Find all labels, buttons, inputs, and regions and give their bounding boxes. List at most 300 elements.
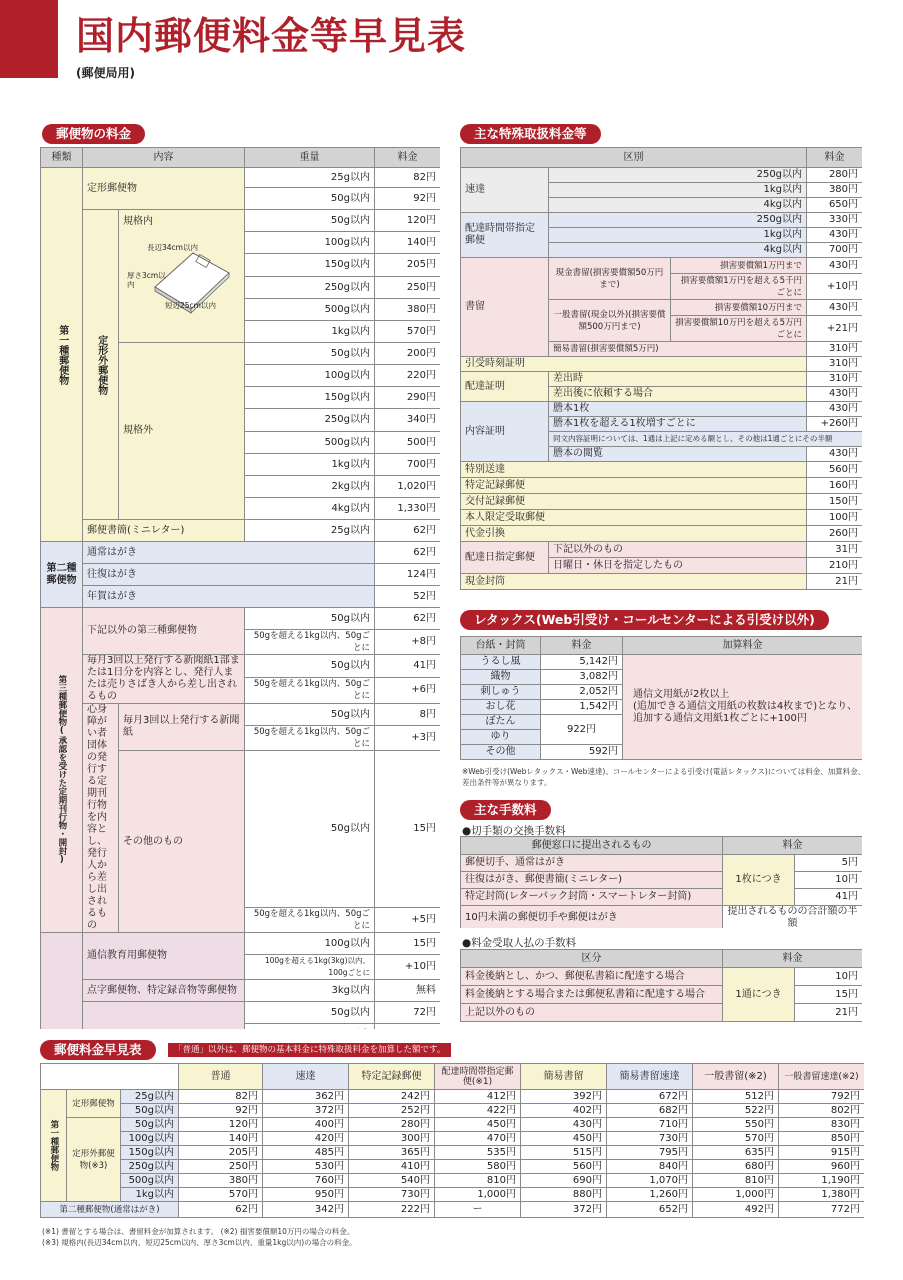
fee-cell: 1,020円 [375,476,441,498]
fee-cell: 535円 [435,1146,521,1160]
exchange-item: 往復はがき、郵便書簡(ミニレター) [461,872,723,889]
service-label: 特別送達 [461,462,807,478]
fee-cell: 760円 [263,1174,349,1188]
fee-cell: 242円 [349,1090,435,1104]
weight-cell: 50gを超える1kg以内、50gごとに [245,630,375,655]
weight-cell: 150g以内 [245,254,375,277]
fee-cell: 260円 [807,526,862,542]
fee-cell: 210円 [807,558,862,574]
fee-cell: 880円 [521,1188,607,1202]
weight-cell: 250g以内 [121,1160,179,1174]
fee-cell: 540円 [349,1174,435,1188]
weight-cell: 500g以内 [245,432,375,454]
fee-cell: 1,330円 [375,498,441,520]
fee-cell: 402円 [521,1104,607,1118]
exchange-item: 10円未満の郵便切手や郵便はがき [461,906,723,929]
letax-table [460,636,862,764]
weight-cell: 50g以内 [245,210,375,232]
page-subtitle: (郵便局用) [76,66,135,80]
sokutatsu-label: 速達 [461,168,549,213]
letax-note-2: 差出条件等が異なります。 [462,778,552,787]
fee-cell: 492円 [693,1202,779,1218]
weight-cell: 50g以内 [245,608,375,630]
fee-cell: 570円 [375,321,441,343]
fee-cell: 380円 [375,299,441,321]
fee-cell: 150円 [807,494,862,510]
fee-cell: 470円 [435,1132,521,1146]
fee-cell: 62円 [375,520,441,542]
fee-cell: 730円 [607,1132,693,1146]
quick-table-heading: 郵便料金早見表 [40,1040,156,1060]
col-fee: 料金 [723,837,863,855]
weight-cell: 3kg以内 [245,980,375,1002]
fee-cell: 850円 [779,1132,865,1146]
fee-cell: 140円 [179,1132,263,1146]
reply-fee-title: ●料金受取人払の手数料 [462,937,577,949]
weight-cell [245,1024,375,1030]
col-normal: 普通 [179,1064,263,1090]
fee-cell: 1,260円 [607,1188,693,1202]
weight-cell: 25g以内 [121,1090,179,1104]
fee-cell: 140円 [375,232,441,254]
mail-fees-table [40,147,440,1029]
fee-cell: 342円 [263,1202,349,1218]
service-label: 交付記録郵便 [461,494,807,510]
weight-cell: 50gを超える1kg以内、50gごとに [245,726,375,751]
fee-cell: 310円 [807,372,862,387]
paper-type: ゆり [461,730,541,745]
fee-cell: 560円 [807,462,862,478]
fee-cell: 120円 [179,1118,263,1132]
fee-cell: 72円 [375,1002,441,1024]
fee-cell: 950円 [263,1188,349,1202]
fee-cell: 840円 [607,1160,693,1174]
fee-cell: 412円 [435,1090,521,1104]
fee-cell: 400円 [263,1118,349,1132]
fee-cell: +5円 [375,908,441,933]
fee-cell: 220円 [375,365,441,387]
quick-rate-table [40,1063,864,1223]
qt-teikei: 定形郵便物 [67,1090,121,1118]
weight-cell: 100g以内 [121,1132,179,1146]
kan-label: 簡易書留(損害要償額5万円) [549,342,807,357]
fee-cell: 522円 [693,1104,779,1118]
third-a-label: 下記以外の第三種郵便物 [83,608,245,655]
letax-extra-2: (追加できる通信文用紙の枚数は4枚まで)となり、 [633,701,858,712]
fee-cell: 1,000円 [693,1188,779,1202]
fee-cell: 730円 [349,1188,435,1202]
col-class: 区別 [461,148,807,168]
weight-cell: 1kg以内 [121,1188,179,1202]
col-fee: 料金 [541,637,623,655]
exchange-item: 郵便切手、通常はがき [461,855,723,872]
fee-cell: 430円 [807,402,862,417]
fee-cell: 252円 [349,1104,435,1118]
third-c-label: 心身障がい者団体の発行する定期刊行物を内容とし、発行人から差し出されるもの [83,704,119,933]
col-kan: 簡易書留 [521,1064,607,1090]
special-fees-heading: 主な特殊取扱料金等 [460,124,601,144]
mail-fees-heading: 郵便物の料金 [42,124,145,144]
col-type: 種類 [41,148,83,168]
fee-cell: 560円 [521,1160,607,1174]
fee-cell: 300円 [349,1132,435,1146]
col-item: 郵便窓口に提出されるもの [461,837,723,855]
qt-second-class: 第二種郵便物(通常はがき) [41,1202,179,1218]
haishomei-label: 配達証明 [461,372,549,402]
weight-cell: 100gを超える1kg(3kg)以内、100gごとに [245,955,375,980]
weight-cell: 50g以内 [245,1002,375,1024]
fee-cell: 15円 [375,933,441,955]
fee-cell: 710円 [607,1118,693,1132]
shokubutsu-label [83,1002,245,1030]
fee-cell: 41円 [375,655,441,678]
weight-cell: 500g以内 [245,299,375,321]
fee-cell: 422円 [435,1104,521,1118]
fee-cell: 21円 [807,574,862,590]
paper-type: 織物 [461,670,541,685]
service-label: 特定記録郵便 [461,478,807,494]
paper-type: ぼたん [461,715,541,730]
fee-cell: 650円 [807,198,862,213]
per-unit: 1通につき [723,968,795,1022]
weight-cell: 250g以内 [549,168,807,183]
fee-cell: 795円 [607,1146,693,1160]
footnotes [42,1226,357,1248]
weight-cell: 500g以内 [121,1174,179,1188]
nai2-label: 謄本1枚を超える1枚増すごとに [549,417,807,432]
fee-cell: 280円 [349,1118,435,1132]
weight-cell: 1kg以内 [245,454,375,476]
fee-cell: 62円 [375,608,441,630]
service-label: 代金引換 [461,526,807,542]
fee-cell: 290円 [375,387,441,409]
dim-long: 長辺34cm以内 [147,243,198,252]
service-label: 本人限定受取郵便 [461,510,807,526]
exchange-fee-table [460,836,862,928]
postcard-type: 往復はがき [83,564,375,586]
fee-cell: 392円 [521,1090,607,1104]
envelope-size-illustration [127,243,235,321]
weight-cell: 2kg以内 [245,476,375,498]
weight-cell: 4kg以内 [549,198,807,213]
weight-cell: 50g以内 [121,1118,179,1132]
reply-item: 料金後納とする場合または郵便私書箱に配達する場合 [461,986,723,1004]
kakitome-label: 書留 [461,258,549,357]
corner-cell [41,1064,179,1090]
weight-cell: 250g以内 [245,277,375,299]
fee-cell: 280円 [807,168,862,183]
fee-cell: 10円 [795,872,863,889]
fee-cell: 430円 [807,258,862,274]
weight-cell: 50g以内 [245,343,375,365]
genkin1-label: 損害要償額1万円まで [671,258,807,274]
fee-cell: 200円 [375,343,441,365]
fee-cell: 205円 [375,254,441,277]
ippan1-label: 損害要償額10万円まで [671,300,807,316]
third-b-label: 毎月3回以上発行する新聞紙1部または1日分を内容とし、発行人または売りさばき人から差し出されるもの [83,655,245,704]
fee-cell: 41円 [795,889,863,906]
fee-cell: 2,052円 [541,685,623,700]
fee-cell: 92円 [179,1104,263,1118]
fee-cell: 31円 [807,542,862,558]
commission-heading: 主な手数料 [460,800,551,820]
naiyou-label: 内容証明 [461,402,549,462]
fee-cell: 570円 [693,1132,779,1146]
fee-cell: 700円 [807,243,862,258]
fee-cell: 222円 [349,1202,435,1218]
col-fee: 料金 [723,950,863,968]
nai3-label: 同文内容証明については、1通は上記に定める額とし、その他は1通ごとにその半額 [549,432,863,447]
col-paper: 台紙・封筒 [461,637,541,655]
weight-cell: 50g以内 [121,1104,179,1118]
first-class-label: 第一種郵便物 [56,324,68,385]
col-haitatsu: 配達時間帯指定郵便(※1) [435,1064,521,1090]
fee-cell: 580円 [435,1160,521,1174]
paper-type: その他 [461,745,541,760]
hai1-label: 差出時 [549,372,807,387]
weight-cell: 4kg以内 [245,498,375,520]
dim-thick: 厚さ3cm以内 [127,271,166,289]
letax-heading: レタックス(Web引受け・コールセンターによる引受け以外) [460,610,829,630]
fee-cell: 372円 [263,1104,349,1118]
fee-cell: 430円 [807,387,862,402]
ippan-label: 一般書留(現金以外)(損害要償額500万円まで) [549,300,671,342]
fee-cell: 690円 [521,1174,607,1188]
fee-cell: 772円 [779,1202,865,1218]
fee-cell: 635円 [693,1146,779,1160]
postcard-type: 通常はがき [83,542,375,564]
col-content: 内容 [83,148,245,168]
col-sokutatsu: 速達 [263,1064,349,1090]
footnote-1: (※1) 書留とする場合は、書留料金が加算されます。 (※2) 損害要償額10万円の場合の料金。 [42,1227,355,1236]
weight-cell: 25g以内 [245,168,375,188]
bi2-label: 日曜日・休日を指定したもの [549,558,807,574]
fee-cell: 15円 [795,986,863,1004]
fee-cell: 410円 [349,1160,435,1174]
tsushin-label: 通信教育用郵便物 [83,933,245,980]
weight-cell: 100g以内 [245,365,375,387]
fee-cell: 82円 [375,168,441,188]
letax-note [462,766,882,788]
weight-cell: 1kg以内 [245,321,375,343]
reply-fee-table [460,949,862,1025]
fee-cell: 250円 [179,1160,263,1174]
weight-cell: 250g以内 [549,213,807,228]
fee-cell: 250円 [375,277,441,299]
fee-cell: 310円 [807,357,862,372]
ippan2-label: 損害要償額10万円を超える5万円ごとに [671,316,807,342]
fee-cell: 430円 [807,447,862,462]
fee-cell: 160円 [807,478,862,494]
fee-cell: 652円 [607,1202,693,1218]
second-class-label: 第二種郵便物 [41,542,83,608]
nai4-label: 謄本の閲覧 [549,447,807,462]
col-ippan: 一般書留(※2) [693,1064,779,1090]
fee-cell: 682円 [607,1104,693,1118]
postcard-type: 年賀はがき [83,586,375,608]
fee-cell: 420円 [263,1132,349,1146]
col-extra: 加算料金 [623,637,863,655]
fee-cell: 592円 [541,745,623,760]
fee-cell: 430円 [807,300,862,316]
weight-cell: 1kg以内 [549,183,807,198]
fee-cell: 922円 [541,715,623,745]
fee-cell: 無料 [375,980,441,1002]
fee-cell: 362円 [263,1090,349,1104]
fee-cell: 830円 [779,1118,865,1132]
genkinfuto-label: 現金封筒 [461,574,807,590]
fee-cell: 21円 [795,1004,863,1022]
fee-cell: 500円 [375,432,441,454]
col-category: 区分 [461,950,723,968]
paper-type: おし花 [461,700,541,715]
weight-cell: 50g以内 [245,655,375,678]
fee-cell: +21円 [807,316,862,342]
fee-cell: 700円 [375,454,441,476]
fee-cell: 1,070円 [607,1174,693,1188]
fee-cell: 5,142円 [541,655,623,670]
fee-cell: 960円 [779,1160,865,1174]
reply-item: 料金後納とし、かつ、郵便私書箱に配達する場合 [461,968,723,986]
fee-cell: 680円 [693,1160,779,1174]
fee-cell: 430円 [807,228,862,243]
haitatsu-label: 配達時間帯指定郵便 [461,213,549,258]
fee-cell: 485円 [263,1146,349,1160]
footnote-2: (※3) 規格内(長辺34cm以内、短辺25cm以内、厚さ3cm以内、重量1kg以内)の場合の料金。 [42,1238,357,1247]
weight-cell: 50g以内 [245,751,375,908]
fee-cell: 550円 [693,1118,779,1132]
fee-cell: 205円 [179,1146,263,1160]
fee-cell: 310円 [807,342,862,357]
reply-item: 上記以外のもの [461,1004,723,1022]
fee-cell: 365円 [349,1146,435,1160]
third-class-label: 第三種郵便物(承認を受けた定期刊行物・開封) [56,675,67,865]
fee-cell: 120円 [375,210,441,232]
fee-cell: 1,542円 [541,700,623,715]
dim-short: 短辺25cm以内 [165,301,216,310]
fee-cell: 380円 [807,183,862,198]
col-weight: 重量 [245,148,375,168]
teikeigai-label: 定形外郵便物 [95,334,107,395]
fee-cell: 8円 [375,704,441,726]
weight-cell: 4kg以内 [549,243,807,258]
letax-extra-1: 通信文用紙が2枚以上 [633,689,730,700]
fee-cell: 915円 [779,1146,865,1160]
exchange-fee-title: ●切手類の交換手数料 [462,825,566,837]
paper-type: うるし風 [461,655,541,670]
bi1-label: 下記以外のもの [549,542,807,558]
fee-cell: +6円 [375,677,441,703]
fee-cell: 340円 [375,409,441,432]
fee-cell: 512円 [693,1090,779,1104]
hai2-label: 差出後に依頼する場合 [549,387,807,402]
fee-cell: 372円 [521,1202,607,1218]
letax-extra-3: 追加する通信文用紙1枚ごとに+100円 [633,713,807,724]
weight-cell: 150g以内 [245,387,375,409]
fee-cell: 810円 [435,1174,521,1188]
fee-cell: 450円 [521,1132,607,1146]
fee-cell: 450円 [435,1118,521,1132]
col-fee: 料金 [807,148,862,168]
fee-cell: +8円 [375,630,441,655]
fee-cell: 330円 [807,213,862,228]
fee-cell: 5円 [795,855,863,872]
weight-cell: 150g以内 [121,1146,179,1160]
weight-cell: 50g以内 [245,704,375,726]
genkin-label: 現金書留(損害要償額50万円まで) [549,258,671,300]
fee-cell: 62円 [375,542,441,564]
fee-cell: 124円 [375,564,441,586]
weight-cell: 25g以内 [245,520,375,542]
fee-cell: ー [435,1202,521,1218]
fee-cell: 515円 [521,1146,607,1160]
qt-teikeigai: 定形外郵便物(※3) [67,1118,121,1202]
fee-cell: 82円 [179,1090,263,1104]
per-unit: 1枚につき [723,855,795,906]
special-fees-table [460,147,862,595]
fee-cell: 92円 [375,188,441,210]
fee-cell: 672円 [607,1090,693,1104]
fee-cell: 3,082円 [541,670,623,685]
fee-cell: 810円 [693,1174,779,1188]
col-kan-soku: 簡易書留速達 [607,1064,693,1090]
fee-cell: 570円 [179,1188,263,1202]
weight-cell: 50gを超える1kg以内、50gごとに [245,908,375,933]
weight-cell: 50gを超える1kg以内、50gごとに [245,677,375,703]
fee-cell: 62円 [179,1202,263,1218]
fee-cell: 10円 [795,968,863,986]
kikakunai-label: 規格内 [123,216,153,227]
fee-cell: 1,000円 [435,1188,521,1202]
fee-cell [375,1024,441,1030]
fee-cell: +260円 [807,417,862,432]
letax-note-1: ※Web引受け(Webレタックス・Web速達)、コールセンターによる引受け(電話レタックス)については料金、加算料金、 [462,767,866,776]
page-title: 国内郵便料金等早見表 [76,14,467,58]
nai1-label: 謄本1枚 [549,402,807,417]
weight-cell: 50g以内 [245,188,375,210]
fee-cell: 792円 [779,1090,865,1104]
paper-type: 刺しゅう [461,685,541,700]
kikakugai-label: 規格外 [123,425,153,436]
fee-cell: 802円 [779,1104,865,1118]
weight-cell: 100g以内 [245,232,375,254]
fee-cell: 提出されるものの合計額の半額 [723,906,863,929]
col-fee: 料金 [375,148,441,168]
fee-cell: 15円 [375,751,441,908]
third-c2-label: その他のもの [119,751,245,933]
fee-cell: 100円 [807,510,862,526]
genkin2-label: 損害要償額1万円を超える5千円ごとに [671,274,807,300]
header-accent-bar [0,0,58,78]
hikiuke-label: 引受時刻証明 [461,357,807,372]
quick-table-note: 「普通」以外は、郵便物の基本料金に特殊取扱料金を加算した額です。 [168,1043,451,1057]
fee-cell: 380円 [179,1174,263,1188]
fee-cell: 430円 [521,1118,607,1132]
fee-cell: 530円 [263,1160,349,1174]
fee-cell: 1,380円 [779,1188,865,1202]
teikei-label: 定形郵便物 [83,168,245,210]
weight-cell: 250g以内 [245,409,375,432]
third-c1-label: 毎月3回以上発行する新聞紙 [119,704,245,751]
fee-cell: +3円 [375,726,441,751]
fee-cell: +10円 [375,955,441,980]
col-ippan-soku: 一般書留速達(※2) [779,1064,865,1090]
qt-first-class: 第一種郵便物 [48,1120,59,1171]
exchange-item: 特定封筒(レターパック封筒・スマートレター封筒) [461,889,723,906]
tenji-label: 点字郵便物、特定録音物等郵便物 [83,980,245,1002]
minilet-label: 郵便書簡(ミニレター) [83,520,245,542]
fee-cell: 52円 [375,586,441,608]
